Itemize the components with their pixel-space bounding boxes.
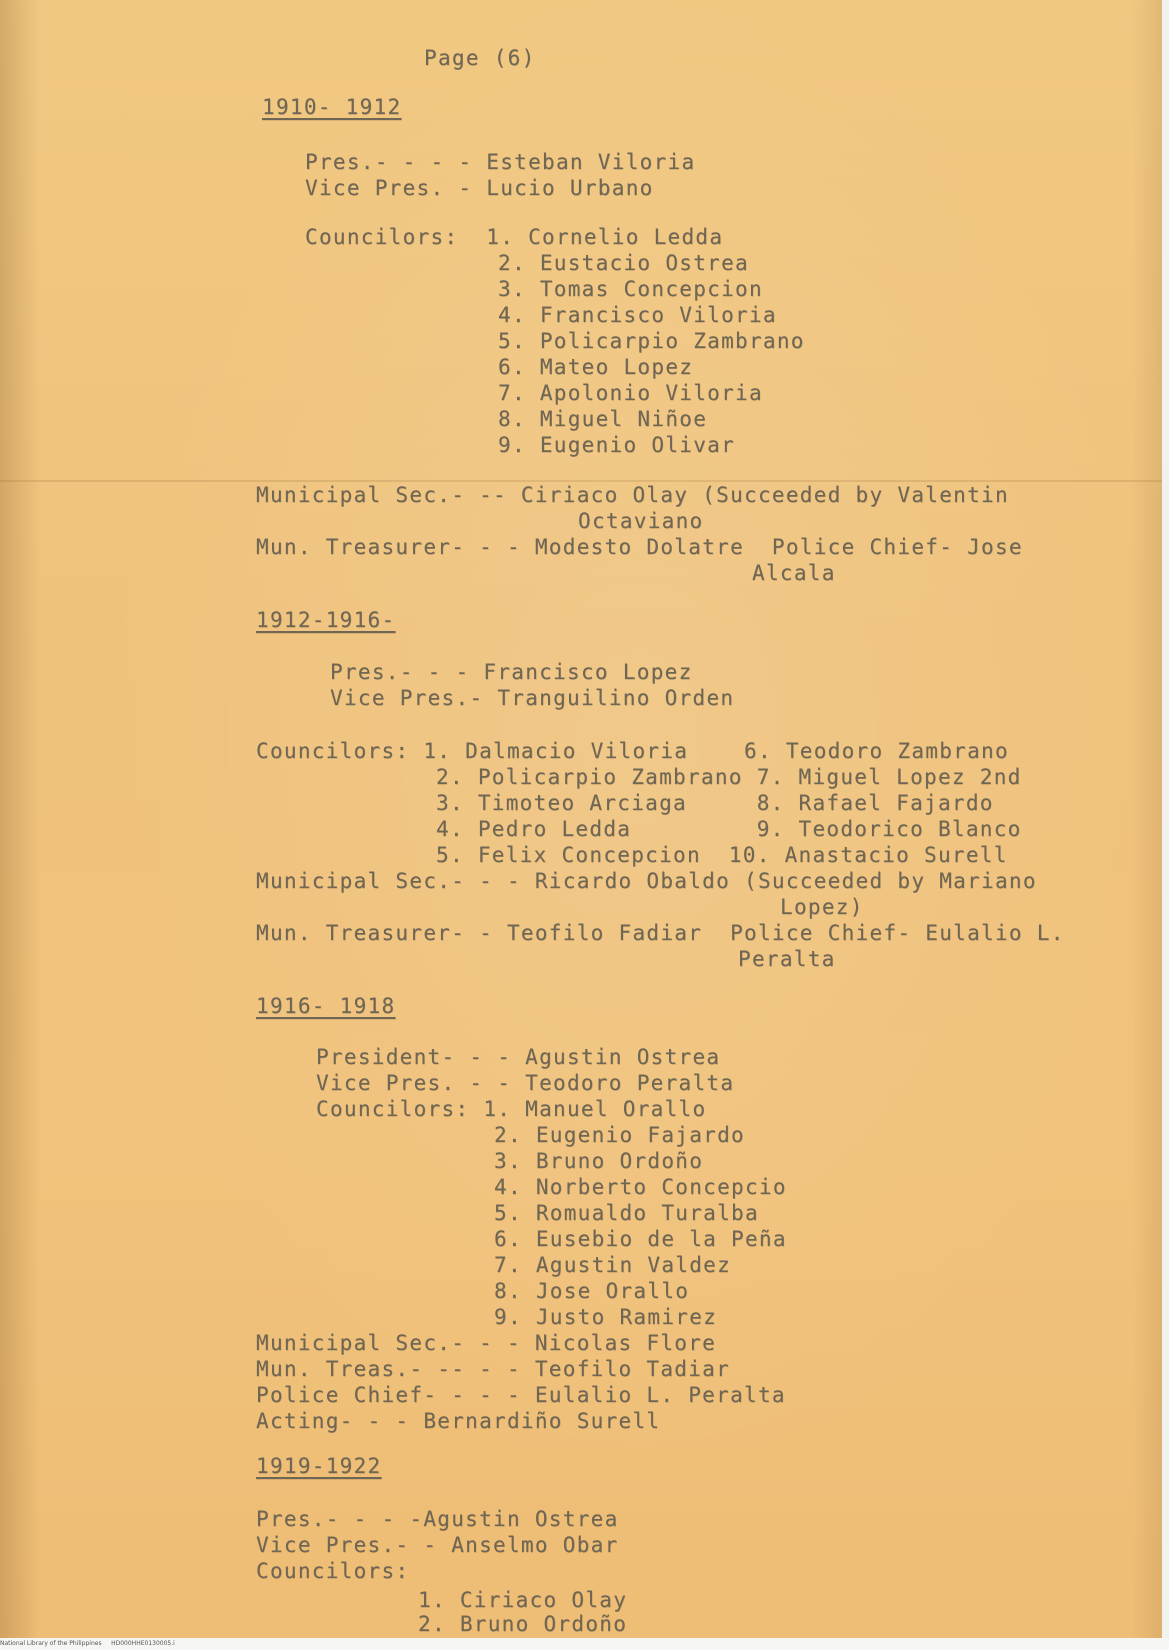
period-heading-1912-1916: 1912-1916-: [256, 608, 396, 632]
period-heading-1919-1922: 1919-1922: [256, 1454, 382, 1478]
councilor-line: 1. Ciriaco Olay: [418, 1588, 628, 1612]
vice-president-line: Vice Pres.- Tranguilino Orden: [330, 686, 735, 710]
councilor-line: 8. Jose Orallo: [494, 1279, 690, 1303]
scan-footer: National Library of the Philippines HD000HHE0130005.i: [0, 1638, 1169, 1650]
president-line: President- - - Agustin Ostrea: [316, 1045, 721, 1069]
councilors-label: Councilors:: [256, 1559, 410, 1583]
councilor-line: 2. Eugenio Fajardo: [494, 1123, 745, 1147]
councilor-line: Councilors: 1. Manuel Orallo: [316, 1097, 707, 1121]
municipal-secretary-line: Municipal Sec.- - - Ricardo Obaldo (Succeeded by Mariano: [256, 869, 1037, 893]
treasurer-police-line-continued: Alcala: [752, 561, 836, 585]
councilor-line: 4. Pedro Ledda 9. Teodorico Blanco: [436, 817, 1022, 841]
police-chief-line: Police Chief- - - - Eulalio L. Peralta: [256, 1383, 786, 1407]
vice-president-line: Vice Pres.- - Anselmo Obar: [256, 1533, 619, 1557]
municipal-secretary-line-continued: Octaviano: [578, 509, 704, 533]
paper-fold-line: [0, 480, 1162, 482]
president-line: Pres.- - - - Esteban Viloria: [305, 150, 696, 174]
municipal-secretary-line: Municipal Sec.- -- Ciriaco Olay (Succeeded by Valentin: [256, 483, 1009, 507]
councilor-line: Councilors: 1. Cornelio Ledda: [305, 225, 724, 249]
president-line: Pres.- - - -Agustin Ostrea: [256, 1507, 619, 1531]
councilor-line: 2. Policarpio Zambrano 7. Miguel Lopez 2nd: [436, 765, 1022, 789]
period-heading-1910-1912: 1910- 1912: [262, 95, 402, 119]
page-number: Page (6): [424, 46, 536, 70]
councilor-line: 9. Eugenio Olivar: [498, 433, 736, 457]
treasurer-police-line: Mun. Treasurer- - - Modesto Dolatre Police Chief- Jose: [256, 535, 1023, 559]
councilor-line: 2. Eustacio Ostrea: [498, 251, 749, 275]
vice-president-line: Vice Pres. - - Teodoro Peralta: [316, 1071, 735, 1095]
councilor-line: 3. Timoteo Arciaga 8. Rafael Fajardo: [436, 791, 994, 815]
councilor-line: 7. Agustin Valdez: [494, 1253, 732, 1277]
president-line: Pres.- - - Francisco Lopez: [330, 660, 693, 684]
councilor-line: 3. Bruno Ordoño: [494, 1149, 704, 1173]
councilor-line: 6. Eusebio de la Peña: [494, 1227, 787, 1251]
municipal-secretary-line-continued: Lopez): [780, 895, 864, 919]
councilor-line: 7. Apolonio Viloria: [498, 381, 763, 405]
councilor-line: 5. Felix Concepcion 10. Anastacio Surell: [436, 843, 1008, 867]
vice-president-line: Vice Pres. - Lucio Urbano: [305, 176, 654, 200]
period-heading-1916-1918: 1916- 1918: [256, 994, 396, 1018]
acting-police-chief-line: Acting- - - Bernardiño Surell: [256, 1409, 661, 1433]
councilor-line: 8. Miguel Niñoe: [498, 407, 708, 431]
councilor-line: 9. Justo Ramirez: [494, 1305, 718, 1329]
treasurer-line: Mun. Treas.- -- - - Teofilo Tadiar: [256, 1357, 731, 1381]
councilor-line: Councilors: 1. Dalmacio Viloria 6. Teodoro Zambrano: [256, 739, 1009, 763]
councilor-line: 2. Bruno Ordoño: [418, 1612, 628, 1636]
councilor-line: 5. Policarpio Zambrano: [498, 329, 805, 353]
treasurer-police-line-continued: Peralta: [738, 947, 836, 971]
councilor-line: 4. Francisco Viloria: [498, 303, 777, 327]
municipal-secretary-line: Municipal Sec.- - - Nicolas Flore: [256, 1331, 717, 1355]
treasurer-police-line: Mun. Treasurer- - Teofilo Fadiar Police Chief- Eulalio L.: [256, 921, 1065, 945]
councilor-line: 6. Mateo Lopez: [498, 355, 694, 379]
councilor-line: 5. Romualdo Turalba: [494, 1201, 759, 1225]
councilor-line: 3. Tomas Concepcion: [498, 277, 763, 301]
councilor-line: 4. Norberto Concepcio: [494, 1175, 787, 1199]
